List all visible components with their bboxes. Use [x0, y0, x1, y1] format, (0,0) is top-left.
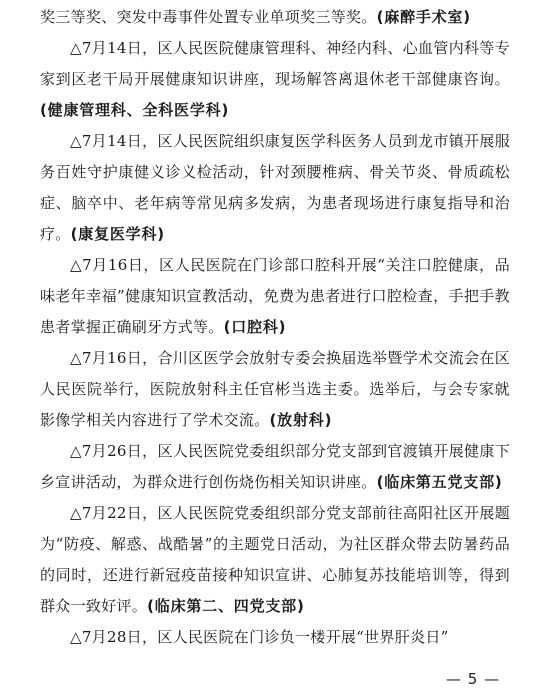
paragraph-2 — [40, 33, 510, 126]
paragraph-3 — [40, 126, 510, 250]
paragraph-6 — [40, 436, 510, 498]
department-tag: (口腔科) — [223, 318, 287, 336]
document-page — [40, 2, 510, 653]
department-tag: (麻醉手术室) — [376, 8, 471, 26]
department-tag: (放射科) — [269, 411, 333, 429]
paragraph-5 — [40, 343, 510, 436]
paragraph-1 — [40, 2, 510, 33]
department-tag: (康复医学科) — [70, 225, 165, 243]
paragraph-text: △7月26日，区人民医院党委组织部分党支部到官渡镇开展健康下乡宣讲活动，为群众进行创伤烧伤相关知识讲座。 — [40, 442, 510, 491]
paragraph-text: 奖三等奖、突发中毒事件处置专业单项奖三等奖。 — [40, 8, 377, 26]
paragraph-text: △7月22日，区人民医院党委组织部分党支部前往高阳社区开展题为“防疫、解惑、战酷暑”的主题党日活动，为社区群众带去防暑药品的同时，还进行新冠疫苗接种知识宣讲、心肺复苏技能培训等，得到群众一致好评。 — [40, 504, 510, 615]
page-number: — 5 — — [446, 670, 501, 688]
paragraph-4 — [40, 250, 510, 343]
paragraph-7 — [40, 498, 510, 622]
department-tag: (临床第五党支部) — [376, 473, 503, 491]
paragraph-text: △7月14日，区人民医院组织康复医学科医务人员到龙市镇开展服务百姓守护康健义诊义检活动，针对颈腰椎病、骨关节炎、骨质疏松症、脑卒中、老年病等常见病多发病，为患者现场进行康复指导和治疗。 — [40, 132, 510, 243]
paragraph-8 — [40, 622, 510, 653]
department-tag: (临床第二、四党支部) — [147, 597, 305, 615]
paragraph-text: △7月28日，区人民医院在门诊负一楼开展“世界肝炎日” — [70, 628, 449, 646]
department-tag: (健康管理科、全科医学科) — [40, 101, 230, 119]
paragraph-text: △7月14日，区人民医院健康管理科、神经内科、心血管内科等专家到区老干局开展健康知识讲座，现场解答离退休老干部健康咨询。 — [40, 39, 510, 88]
paragraph-text: △7月16日，区人民医院在门诊部口腔科开展“关注口腔健康，品味老年幸福”健康知识宣教活动，免费为患者进行口腔检查，手把手教患者掌握正确刷牙方式等。 — [40, 256, 510, 336]
paragraph-text: △7月16日，合川区医学会放射专委会换届选举暨学术交流会在区人民医院举行，医院放射科主任官彬当选主委。选举后，与会专家就影像学相关内容进行了学术交流。 — [40, 349, 510, 429]
